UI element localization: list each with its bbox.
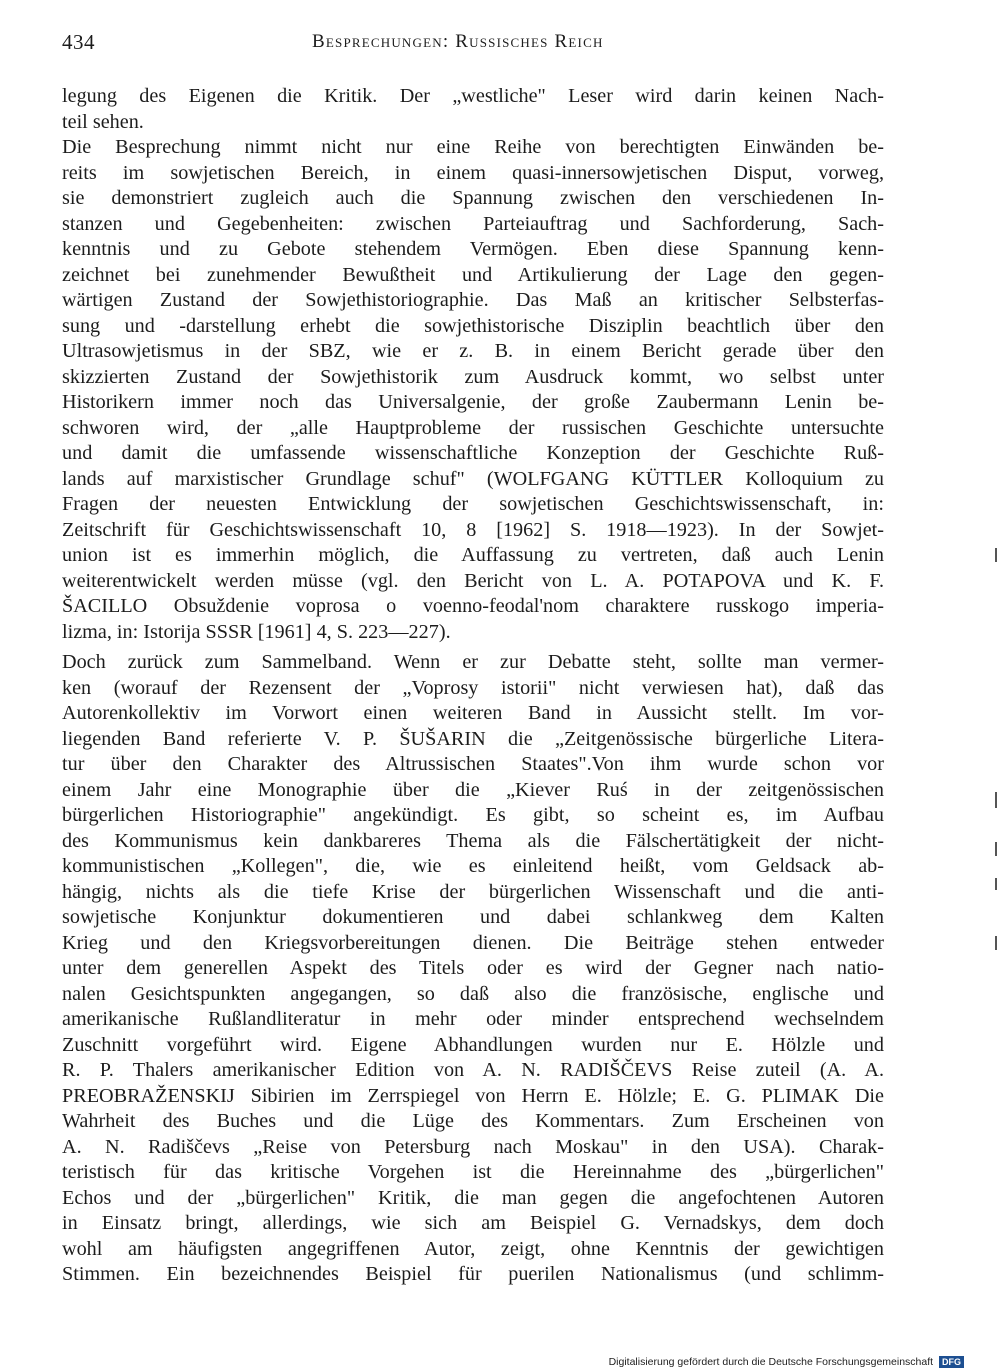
text-line: wärtigen Zustand der Sowjethistoriographie. Das Maß an kritischer Selbsterfas-	[62, 289, 884, 311]
text-line: Die Besprechung nimmt nicht nur eine Reihe von berechtigten Einwänden be-	[62, 136, 884, 158]
scan-margin-mark	[995, 936, 997, 950]
scan-margin-mark	[995, 792, 997, 808]
text-line: unter dem generellen Aspekt des Titels oder es wird der Gegner nach natio-	[62, 957, 884, 979]
page-number: 434	[62, 30, 95, 54]
text-line: Krieg und den Kriegsvorbereitungen dienen. Die Beiträge stehen entweder	[62, 931, 884, 954]
text-line: teil sehen.	[62, 110, 144, 133]
text-line: skizzierten Zustand der Sowjethistorik zum Ausdruck kommt, wo selbst unter	[62, 365, 884, 388]
text-line: Ultrasowjetismus in der SBZ, wie er z. B. in einem Bericht gerade über den	[62, 340, 884, 362]
scan-margin-mark	[995, 878, 997, 890]
text-line: A. N. Radiščevs „Reise von Petersburg nach Moskau" in den USA). Charak-	[62, 1135, 884, 1158]
text-line: legung des Eigenen die Kritik. Der „westliche" Leser wird darin keinen Nach-	[62, 85, 884, 107]
text-line: Autorenkollektiv im Vorwort einen weiteren Band in Aussicht stellt. Im vor-	[62, 702, 884, 724]
text-line: teristisch für das kritische Vorgehen ist die Hereinnahme des „bürgerlichen"	[62, 1161, 884, 1183]
text-line: schworen wird, der „alle Hauptprobleme der russischen Geschichte untersuchte	[62, 416, 884, 439]
text-line: reits im sowjetischen Bereich, in einem quasi-innersowjetischen Disput, vorweg,	[62, 161, 884, 184]
running-title: Besprechungen: Russisches Reich	[312, 31, 604, 52]
text-line: sowjetische Konjunktur dokumentieren und dabei schlankweg dem Kalten	[62, 906, 884, 928]
text-line: Wahrheit des Buches und die Lüge des Kommentars. Zum Erscheinen von	[62, 1110, 884, 1132]
dfg-logo: DFG	[939, 1356, 964, 1368]
text-line: und damit die umfassende wissenschaftliche Konzeption der Geschichte Ruß-	[62, 442, 884, 464]
text-line: hängig, nichts als die tiefe Krise der bürgerlichen Wissenschaft und die anti-	[62, 880, 884, 903]
text-line: PREOBRAŽENSKIJ Sibirien im Zerrspiegel von Herrn E. Hölzle; E. G. PLIMAK Die	[62, 1084, 884, 1107]
text-line: union ist es immerhin möglich, die Auffassung zu vertreten, daß auch Lenin	[62, 544, 884, 566]
text-line: wohl am häufigsten angegriffenen Autor, zeigt, ohne Kenntnis der gewichtigen	[62, 1237, 884, 1260]
text-line: Echos und der „bürgerlichen" Kritik, die man gegen die angefochtenen Autoren	[62, 1186, 884, 1209]
text-line: Zuschnitt vorgeführt wird. Eigene Abhandlungen wurden nur E. Hölzle und	[62, 1033, 884, 1056]
text-line: Stimmen. Ein bezeichnendes Beispiel für puerilen Nationalismus (und schlimm-	[62, 1263, 884, 1285]
text-line: kommunistischen „Kollegen", die, wie es einleitend heißt, vom Geldsack ab-	[62, 855, 884, 877]
text-line: sung und -darstellung erhebt die sowjethistorische Disziplin beachtlich über den	[62, 314, 884, 337]
text-line: stanzen und Gegebenheiten: zwischen Parteiauftrag und Sachforderung, Sach-	[62, 212, 884, 235]
text-line: zeichnet bei zunehmender Bewußtheit und Artikulierung der Lage den gegen-	[62, 263, 884, 286]
scan-margin-mark	[995, 842, 997, 856]
scan-margin-mark	[995, 548, 997, 562]
text-line: sie demonstriert zugleich auch die Spannung zwischen den verschiedenen In-	[62, 187, 884, 209]
text-line: in Einsatz bringt, allerdings, wie sich am Beispiel G. Vernadskys, dem doch	[62, 1212, 884, 1234]
page-header	[62, 30, 884, 60]
text-line: R. P. Thalers amerikanischer Edition von A. N. RADIŠČEVS Reise zuteil (A. A.	[62, 1059, 884, 1081]
text-line: amerikanische Rußlandliteratur in mehr oder minder entsprechend wechselndem	[62, 1008, 884, 1030]
text-line: einem Jahr eine Monographie über die „Kiever Ruś in der zeitgenössischen	[62, 778, 884, 801]
text-line: lizma, in: Istorija SSSR [1961] 4, S. 223—227).	[62, 620, 451, 643]
text-line: tur über den Charakter des Altrussischen Staates".Von ihm wurde schon vor	[62, 753, 884, 775]
text-line: ŠACILLO Obsuždenie voprosa o voenno-feodal'nom charaktere russkogo imperia-	[62, 595, 884, 617]
text-line: bürgerlichen Historiographie" angekündigt. Es gibt, so scheint es, im Aufbau	[62, 804, 884, 826]
text-line: Doch zurück zum Sammelband. Wenn er zur Debatte steht, sollte man vermer-	[62, 651, 884, 673]
text-line: ken (worauf der Rezensent der „Voprosy istorii" nicht verwiesen hat), daß das	[62, 676, 884, 699]
text-line: weiterentwickelt werden müsse (vgl. den Bericht von L. A. POTAPOVA und K. F.	[62, 569, 884, 592]
body-text	[62, 84, 884, 1313]
digitization-footer	[609, 1356, 964, 1368]
text-line: Zeitschrift für Geschichtswissenschaft 10, 8 [1962] S. 1918—1923). In der Sowjet-	[62, 518, 884, 541]
text-line: Fragen der neuesten Entwicklung der sowjetischen Geschichtswissenschaft, in:	[62, 493, 884, 515]
digitization-note-text: Digitalisierung gefördert durch die Deutsche Forschungsgemeinschaft	[608, 1356, 934, 1368]
text-line: des Kommunismus kein dankbareres Thema als die Fälschertätigkeit der nicht-	[62, 829, 884, 852]
text-line: kenntnis und zu Gebote stehendem Vermögen. Eben diese Spannung kenn-	[62, 238, 884, 260]
text-line: liegenden Band referierte V. P. ŠUŠARIN die „Zeitgenössische bürgerliche Litera-	[62, 727, 884, 750]
text-line: lands auf marxistischer Grundlage schuf" (WOLFGANG KÜTTLER Kolloquium zu	[62, 467, 884, 490]
text-line	[62, 1288, 884, 1314]
text-line: nalen Gesichtspunkten angegangen, so daß also die französische, englische und	[62, 982, 884, 1005]
text-line: Historikern immer noch das Universalgenie, der große Zaubermann Lenin be-	[62, 391, 884, 413]
